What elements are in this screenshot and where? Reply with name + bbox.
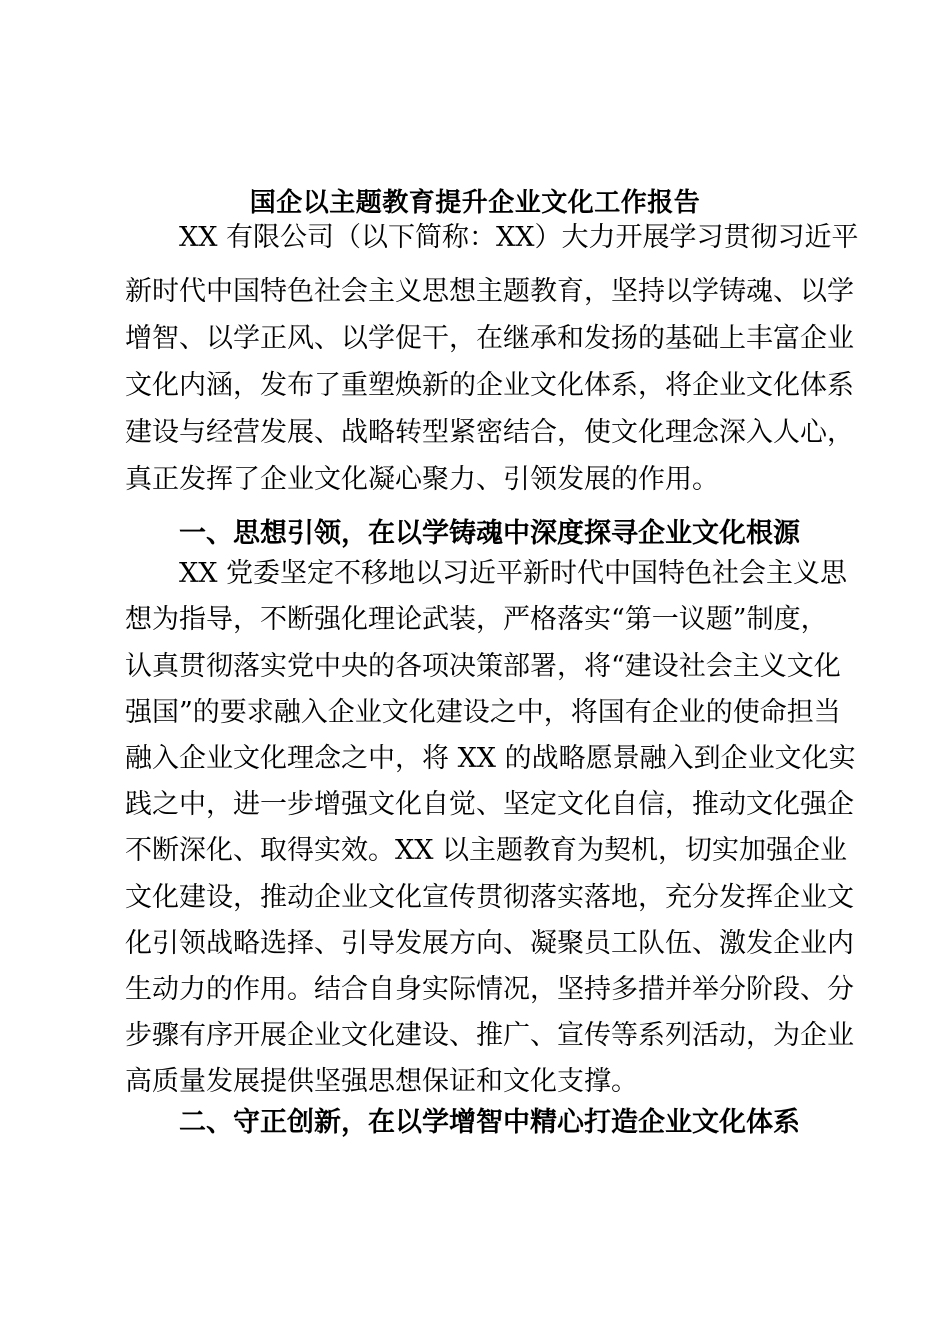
section-1-line-6: 践之中，进一步增强文化自觉、坚定文化自信，推动文化强企 (125, 789, 854, 820)
section-2-heading: 二、守正创新，在以学增智中精心打造企业文化体系 (179, 1107, 800, 1138)
intro-line-6: 真正发挥了企业文化凝心聚力、引领发展的作用。 (125, 464, 719, 495)
section-1-line-1: XX 党委坚定不移地以习近平新时代中国特色社会主义思 (179, 558, 848, 589)
section-1-line-12: 高质量发展提供坚强思想保证和文化支撑。 (125, 1066, 638, 1097)
intro-line-3: 增智、以学正风、以学促干，在继承和发扬的基础上丰富企业 (125, 323, 854, 354)
section-1-line-4: 强国”的要求融入企业文化建设之中，将国有企业的使命担当 (125, 697, 841, 728)
section-1-line-9: 化引领战略选择、引导发展方向、凝聚员工队伍、激发企业内 (125, 928, 854, 959)
section-1-line-8: 文化建设，推动企业文化宣传贯彻落实落地，充分发挥企业文 (125, 882, 854, 913)
section-1-heading: 一、思想引领，在以学铸魂中深度探寻企业文化根源 (179, 518, 800, 549)
section-1-line-7: 不断深化、取得实效。XX 以主题教育为契机，切实加强企业 (125, 835, 848, 866)
section-1-line-10: 生动力的作用。结合自身实际情况，坚持多措并举分阶段、分 (125, 974, 854, 1005)
intro-line-1: XX 有限公司（以下简称：XX）大力开展学习贯彻习近平 (179, 222, 859, 253)
section-1-line-3: 认真贯彻落实党中央的各项决策部署，将“建设社会主义文化 (125, 651, 841, 682)
section-1-line-2: 想为指导，不断强化理论武装，严格落实“第一议题”制度， (125, 604, 828, 635)
section-1-line-11: 步骤有序开展企业文化建设、推广、宣传等系列活动，为企业 (125, 1020, 854, 1051)
document-title: 国企以主题教育提升企业文化工作报告 (249, 188, 701, 218)
intro-line-4: 文化内涵，发布了重塑焕新的企业文化体系，将企业文化体系 (125, 370, 854, 401)
intro-line-2: 新时代中国特色社会主义思想主题教育，坚持以学铸魂、以学 (125, 276, 854, 307)
section-1-line-5: 融入企业文化理念之中，将 XX 的战略愿景融入到企业文化实 (125, 743, 856, 774)
intro-line-5: 建设与经营发展、战略转型紧密结合，使文化理念深入人心， (125, 417, 854, 448)
